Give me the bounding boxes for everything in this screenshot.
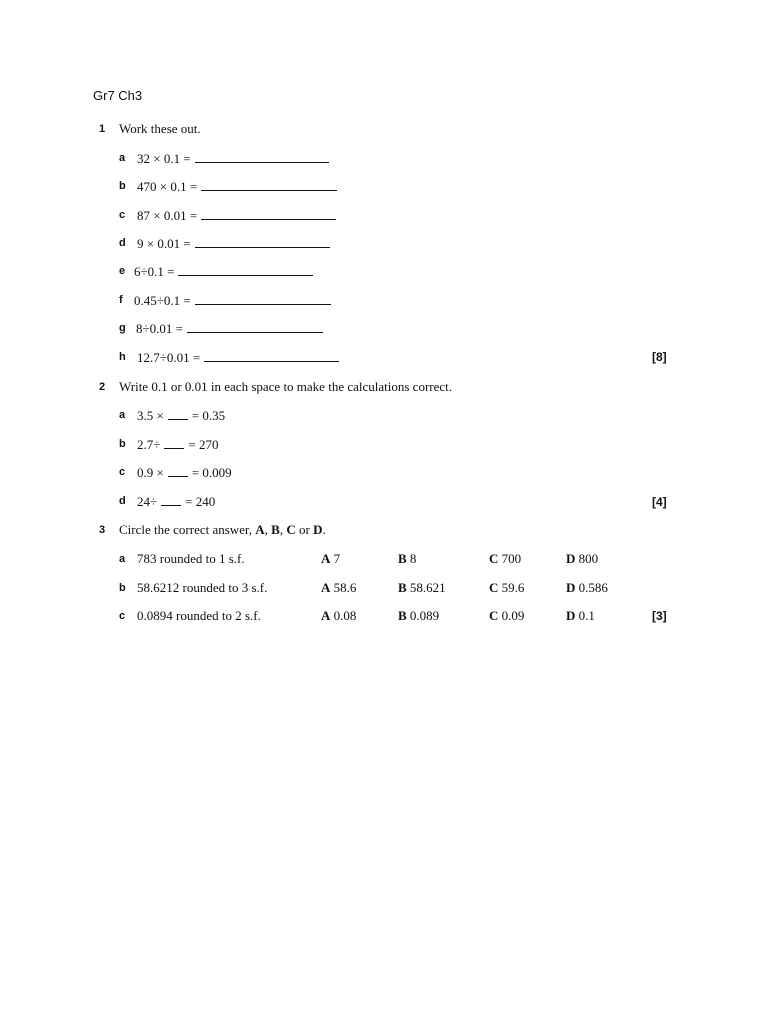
option-value: 58.621 bbox=[409, 580, 446, 595]
q2-item-after: = 240 bbox=[185, 494, 216, 509]
q1-item-expression: 9 × 0.01 = bbox=[137, 236, 191, 251]
option-value: 59.6 bbox=[501, 580, 525, 595]
answer-blank[interactable] bbox=[195, 150, 329, 163]
q1-item-f bbox=[134, 292, 331, 309]
option-key: B bbox=[398, 551, 407, 566]
question-1-number: 1 bbox=[99, 123, 106, 135]
q3-prompt-key: C bbox=[286, 522, 296, 537]
option-value: 0.1 bbox=[578, 608, 595, 623]
q3-item-letter: a bbox=[119, 553, 126, 565]
q2-item-after: = 0.009 bbox=[191, 465, 232, 480]
q1-item-expression: 6÷0.1 = bbox=[134, 264, 175, 279]
q2-item-before: 3.5 × bbox=[137, 408, 164, 423]
option-a[interactable] bbox=[321, 608, 356, 624]
q3-item-text: 0.0894 rounded to 2 s.f. bbox=[137, 608, 261, 623]
q3-item-letter: b bbox=[119, 582, 126, 594]
q2-item-letter: d bbox=[119, 495, 126, 507]
q3-item-text: 58.6212 rounded to 3 s.f. bbox=[137, 580, 268, 595]
option-d[interactable] bbox=[566, 551, 598, 567]
option-key: A bbox=[321, 580, 331, 595]
answer-blank[interactable] bbox=[178, 263, 313, 276]
q3-prompt-sep: , bbox=[279, 522, 287, 537]
q1-item-letter: d bbox=[119, 237, 126, 249]
answer-gap[interactable] bbox=[161, 493, 181, 506]
option-value: 800 bbox=[578, 551, 599, 566]
q2-item-letter: c bbox=[119, 466, 126, 478]
q1-item-a bbox=[137, 150, 329, 167]
option-b[interactable] bbox=[398, 551, 416, 567]
option-value: 0.09 bbox=[501, 608, 525, 623]
q1-item-b bbox=[137, 178, 337, 195]
question-1-prompt: Work these out. bbox=[119, 121, 201, 136]
page-header: Gr7 Ch3 bbox=[93, 88, 143, 103]
q2-item-before: 2.7÷ bbox=[137, 437, 161, 452]
question-3-number: 3 bbox=[99, 524, 106, 536]
q1-item-d bbox=[137, 235, 330, 252]
answer-blank[interactable] bbox=[195, 235, 330, 248]
option-value: 8 bbox=[409, 551, 417, 566]
q2-item-d bbox=[137, 493, 215, 510]
answer-blank[interactable] bbox=[195, 292, 331, 305]
option-b[interactable] bbox=[398, 580, 446, 596]
q1-item-e bbox=[134, 263, 313, 280]
option-d[interactable] bbox=[566, 608, 595, 624]
q1-item-expression: 87 × 0.01 = bbox=[137, 208, 198, 223]
q2-item-b bbox=[137, 436, 218, 453]
q1-item-letter: e bbox=[119, 265, 126, 277]
q2-item-letter: a bbox=[119, 409, 126, 421]
q1-item-expression: 470 × 0.1 = bbox=[137, 179, 198, 194]
option-a[interactable] bbox=[321, 580, 356, 596]
option-b[interactable] bbox=[398, 608, 439, 624]
q1-marks: [8] bbox=[652, 350, 667, 364]
answer-gap[interactable] bbox=[168, 407, 188, 420]
q1-item-expression: 0.45÷0.1 = bbox=[134, 293, 191, 308]
option-key: D bbox=[566, 580, 576, 595]
option-key: C bbox=[489, 551, 499, 566]
answer-blank[interactable] bbox=[204, 349, 339, 362]
option-value: 0.089 bbox=[409, 608, 440, 623]
option-c[interactable] bbox=[489, 551, 521, 567]
q1-item-letter: f bbox=[119, 294, 123, 306]
q1-item-expression: 32 × 0.1 = bbox=[137, 151, 191, 166]
q1-item-letter: g bbox=[119, 322, 126, 334]
answer-blank[interactable] bbox=[201, 207, 336, 220]
option-value: 700 bbox=[501, 551, 522, 566]
option-value: 0.08 bbox=[333, 608, 357, 623]
option-a[interactable] bbox=[321, 551, 340, 567]
q1-item-c bbox=[137, 207, 336, 224]
q3-prompt-key: D bbox=[313, 522, 323, 537]
answer-gap[interactable] bbox=[168, 464, 188, 477]
q2-item-a bbox=[137, 407, 225, 424]
option-key: B bbox=[398, 580, 407, 595]
q1-item-letter: a bbox=[119, 152, 126, 164]
q3-item-letter: c bbox=[119, 610, 126, 622]
q3-prompt-sep: . bbox=[322, 522, 326, 537]
q1-item-h bbox=[137, 349, 339, 366]
q3-marks: [3] bbox=[652, 609, 667, 623]
q3-prompt-sep: , bbox=[264, 522, 272, 537]
question-2-prompt: Write 0.1 or 0.01 in each space to make the calculations correct. bbox=[119, 379, 453, 394]
option-key: A bbox=[321, 551, 331, 566]
q2-item-c bbox=[137, 464, 232, 481]
q2-item-letter: b bbox=[119, 438, 126, 450]
answer-blank[interactable] bbox=[187, 320, 323, 333]
question-2-number: 2 bbox=[99, 381, 106, 393]
q1-item-g bbox=[136, 320, 323, 337]
option-key: A bbox=[321, 608, 331, 623]
option-key: C bbox=[489, 580, 499, 595]
q1-item-expression: 12.7÷0.01 = bbox=[137, 350, 201, 365]
q3-prompt-sep: or bbox=[295, 522, 314, 537]
question-3-prompt bbox=[119, 522, 326, 538]
q1-item-letter: b bbox=[119, 180, 126, 192]
option-value: 58.6 bbox=[333, 580, 357, 595]
option-c[interactable] bbox=[489, 608, 524, 624]
option-key: D bbox=[566, 551, 576, 566]
option-d[interactable] bbox=[566, 580, 608, 596]
q2-marks: [4] bbox=[652, 495, 667, 509]
q1-item-letter: h bbox=[119, 351, 126, 363]
q3-prompt-text: Circle the correct answer, bbox=[119, 522, 256, 537]
q2-item-after: = 270 bbox=[188, 437, 219, 452]
q1-item-expression: 8÷0.01 = bbox=[136, 321, 183, 336]
answer-blank[interactable] bbox=[201, 178, 337, 191]
q3-item-text: 783 rounded to 1 s.f. bbox=[137, 551, 245, 566]
q3-prompt-key: A bbox=[255, 522, 265, 537]
q1-item-letter: c bbox=[119, 209, 126, 221]
option-c[interactable] bbox=[489, 580, 524, 596]
answer-gap[interactable] bbox=[164, 436, 184, 449]
option-key: C bbox=[489, 608, 499, 623]
option-value: 0.586 bbox=[578, 580, 608, 595]
q2-item-before: 24÷ bbox=[137, 494, 158, 509]
option-value: 7 bbox=[333, 551, 341, 566]
option-key: B bbox=[398, 608, 407, 623]
q2-item-before: 0.9 × bbox=[137, 465, 164, 480]
q3-prompt-key: B bbox=[271, 522, 280, 537]
option-key: D bbox=[566, 608, 576, 623]
q2-item-after: = 0.35 bbox=[191, 408, 226, 423]
